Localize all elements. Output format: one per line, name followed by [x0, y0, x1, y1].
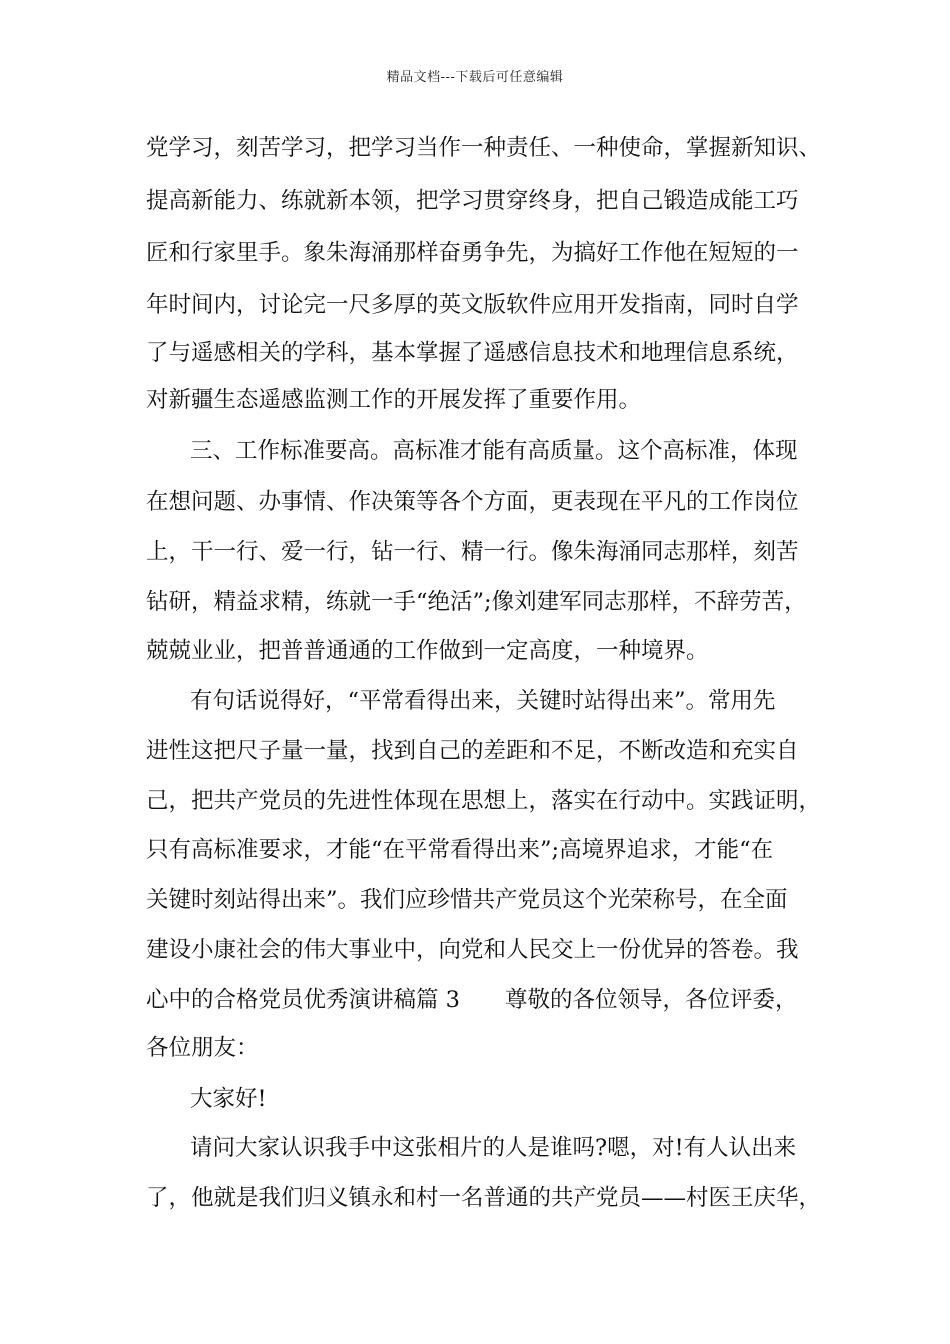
body-line: 提高新能力、练就新本领，把学习贯穿终身，把自己锻造成能工巧 — [146, 188, 799, 214]
body-line: 对新疆生态遥感监测工作的开展发挥了重要作用。 — [146, 387, 642, 413]
body-line: 上，干一行、爱一行，钻一行、精一行。像朱海涌同志那样，刻苦 — [146, 539, 799, 565]
body-line: 了，他就是我们归义镇永和村一名普通的共产党员——村医王庆华， — [146, 1185, 822, 1211]
paragraph-start-line: 请问大家认识我手中这张相片的人是谁吗?嗯，对!有人认出来 — [190, 1135, 797, 1161]
body-line: 党学习，刻苦学习，把学习当作一种责任、一种使命，掌握新知识、 — [146, 135, 822, 161]
body-line: 在想问题、办事情、作决策等各个方面，更表现在平凡的工作岗位 — [146, 489, 799, 515]
body-line: 匠和行家里手。象朱海涌那样奋勇争先，为搞好工作他在短短的一 — [146, 240, 799, 266]
page-header: 精品文档---下载后可任意编辑 — [386, 70, 564, 85]
body-line: 己，把共产党员的先进性体现在思想上，落实在行动中。实践证明， — [146, 788, 822, 814]
paragraph-start-line: 有句话说得好，“平常看得出来，关键时站得出来”。常用先 — [190, 688, 776, 714]
body-line: 关键时刻站得出来”。我们应珍惜共产党员这个光荣称号，在全面 — [146, 887, 788, 913]
body-line: 了与遥感相关的学科，基本掌握了遥感信息技术和地理信息系统， — [146, 340, 799, 366]
body-line: 兢兢业业，把普普通通的工作做到一定高度，一种境界。 — [146, 638, 709, 664]
body-line: 进性这把尺子量一量，找到自己的差距和不足，不断改造和充实自 — [146, 738, 799, 764]
body-line: 年时间内，讨论完一尺多厚的英文版软件应用开发指南，同时自学 — [146, 292, 799, 318]
paragraph-start-line: 三、工作标准要高。高标准才能有高质量。这个高标准，体现 — [190, 438, 798, 464]
body-line: 钻研，精益求精，练就一手“绝活”;像刘建军同志那样，不辞劳苦， — [146, 589, 807, 615]
paragraph-start-line: 大家好! — [190, 1086, 267, 1112]
body-line: 各位朋友： — [146, 1035, 259, 1061]
body-line: 建设小康社会的伟大事业中，向党和人民交上一份优异的答卷。我 — [146, 937, 799, 963]
body-line: 只有高标准要求，才能“在平常看得出来”;高境界追求，才能“在 — [146, 837, 774, 863]
body-line: 心中的合格党员优秀演讲稿篇 3 尊敬的各位领导，各位评委， — [146, 987, 798, 1013]
